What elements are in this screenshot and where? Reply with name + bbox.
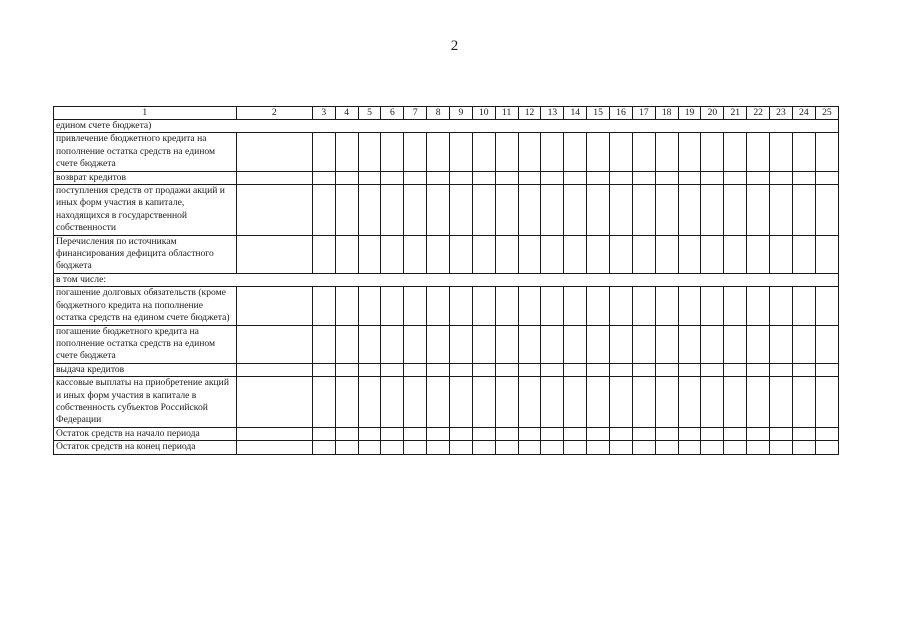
column-header: 1 <box>54 107 237 120</box>
table-cell <box>587 377 610 428</box>
table-cell <box>236 363 312 376</box>
table-cell <box>655 325 678 363</box>
table-cell <box>312 235 335 273</box>
table-cell <box>655 427 678 440</box>
table-cell <box>815 325 838 363</box>
table-cell <box>450 287 473 325</box>
table-row <box>54 133 839 171</box>
table-cell <box>564 287 587 325</box>
table-cell <box>815 427 838 440</box>
table-cell <box>358 133 381 171</box>
column-header: 10 <box>472 107 495 120</box>
table-row <box>54 325 839 363</box>
table-cell <box>724 235 747 273</box>
table-row <box>54 273 839 286</box>
table-cell <box>381 287 404 325</box>
table-cell <box>541 441 564 454</box>
table-cell <box>815 235 838 273</box>
table-cell <box>358 377 381 428</box>
table-cell <box>610 325 633 363</box>
table-cell <box>358 325 381 363</box>
table-cell <box>236 185 312 236</box>
table-cell <box>610 185 633 236</box>
table-row <box>54 363 839 376</box>
table-cell <box>678 377 701 428</box>
column-header: 20 <box>701 107 724 120</box>
table-row <box>54 287 839 325</box>
table-cell <box>724 363 747 376</box>
table-cell <box>541 325 564 363</box>
column-header: 23 <box>770 107 793 120</box>
table-cell <box>792 377 815 428</box>
table-cell <box>587 171 610 184</box>
table-cell <box>472 363 495 376</box>
table-cell <box>450 441 473 454</box>
table-cell <box>335 441 358 454</box>
table-cell <box>518 427 541 440</box>
table-cell <box>335 427 358 440</box>
table-cell <box>564 377 587 428</box>
table-cell <box>770 133 793 171</box>
table-cell <box>312 133 335 171</box>
table-cell <box>427 287 450 325</box>
table-cell <box>701 427 724 440</box>
table-cell <box>564 133 587 171</box>
table-cell <box>770 377 793 428</box>
column-header: 2 <box>236 107 312 120</box>
table-cell <box>472 171 495 184</box>
table-cell <box>815 377 838 428</box>
table-cell <box>632 287 655 325</box>
row-label: выдача кредитов <box>54 363 237 376</box>
table-cell <box>472 133 495 171</box>
table-row <box>54 120 839 133</box>
table-cell <box>518 185 541 236</box>
column-header: 11 <box>495 107 518 120</box>
table-cell <box>587 363 610 376</box>
table-cell <box>358 363 381 376</box>
table-cell <box>792 287 815 325</box>
table-cell <box>701 133 724 171</box>
table-cell <box>236 133 312 171</box>
table-cell <box>610 287 633 325</box>
table-cell <box>381 325 404 363</box>
table-cell <box>610 363 633 376</box>
table-cell <box>678 235 701 273</box>
table-cell <box>427 235 450 273</box>
table-cell <box>632 377 655 428</box>
table-cell <box>381 377 404 428</box>
table-cell <box>335 235 358 273</box>
table-cell <box>381 363 404 376</box>
table-cell <box>747 325 770 363</box>
table-cell <box>312 185 335 236</box>
table-cell <box>724 377 747 428</box>
table-cell <box>236 287 312 325</box>
table-cell <box>655 287 678 325</box>
table-cell <box>335 325 358 363</box>
table-cell <box>541 133 564 171</box>
column-header: 16 <box>610 107 633 120</box>
table-cell <box>792 171 815 184</box>
table-cell <box>610 427 633 440</box>
table-cell <box>427 441 450 454</box>
row-label: Остаток средств на конец периода <box>54 441 237 454</box>
table-cell <box>632 185 655 236</box>
table-cell <box>358 287 381 325</box>
table-cell <box>236 325 312 363</box>
table-cell <box>747 171 770 184</box>
table-cell <box>427 377 450 428</box>
table-row <box>54 171 839 184</box>
row-label: едином счете бюджета) <box>54 120 839 133</box>
table-row <box>54 441 839 454</box>
table-cell <box>587 287 610 325</box>
column-header: 22 <box>747 107 770 120</box>
table-cell <box>632 133 655 171</box>
table-cell <box>587 325 610 363</box>
table-cell <box>678 185 701 236</box>
table-cell <box>792 363 815 376</box>
table-cell <box>381 235 404 273</box>
table-cell <box>701 287 724 325</box>
column-header: 5 <box>358 107 381 120</box>
row-label: поступления средств от продажи акций и иных форм участия в капитале, находящихся в государственной собственности <box>54 185 237 236</box>
table-cell <box>610 441 633 454</box>
table-cell <box>450 377 473 428</box>
table-cell <box>404 377 427 428</box>
table-cell <box>312 363 335 376</box>
column-header: 24 <box>792 107 815 120</box>
table-cell <box>312 377 335 428</box>
table-cell <box>610 235 633 273</box>
row-label: в том числе: <box>54 273 839 286</box>
row-label: привлечение бюджетного кредита на пополнение остатка средств на едином счете бюджета <box>54 133 237 171</box>
column-header: 4 <box>335 107 358 120</box>
table-cell <box>632 441 655 454</box>
table-cell <box>236 377 312 428</box>
table-cell <box>770 325 793 363</box>
table-cell <box>724 287 747 325</box>
row-label: погашение бюджетного кредита на пополнение остатка средств на едином счете бюджета <box>54 325 237 363</box>
table-cell <box>495 171 518 184</box>
table-cell <box>541 427 564 440</box>
table-cell <box>815 133 838 171</box>
table-cell <box>358 441 381 454</box>
table-cell <box>358 171 381 184</box>
table-cell <box>632 325 655 363</box>
table-cell <box>655 441 678 454</box>
table-cell <box>358 427 381 440</box>
table-cell <box>236 427 312 440</box>
table-cell <box>335 185 358 236</box>
table-cell <box>495 427 518 440</box>
table-cell <box>815 363 838 376</box>
table-cell <box>236 441 312 454</box>
column-header: 8 <box>427 107 450 120</box>
table-cell <box>770 427 793 440</box>
table-cell <box>472 287 495 325</box>
table-cell <box>472 185 495 236</box>
column-header: 25 <box>815 107 838 120</box>
table-cell <box>678 363 701 376</box>
table-cell <box>518 363 541 376</box>
table-cell <box>495 363 518 376</box>
table-cell <box>655 185 678 236</box>
table-cell <box>701 363 724 376</box>
table-cell <box>404 287 427 325</box>
table-cell <box>335 363 358 376</box>
column-header: 14 <box>564 107 587 120</box>
table-cell <box>747 185 770 236</box>
table-cell <box>564 441 587 454</box>
table-cell <box>678 325 701 363</box>
table-row <box>54 427 839 440</box>
column-header: 3 <box>312 107 335 120</box>
row-label: кассовые выплаты на приобретение акций и иных форм участия в капитале в собственность субъектов Российской Федерации <box>54 377 237 428</box>
table-cell <box>701 441 724 454</box>
column-header: 6 <box>381 107 404 120</box>
table-cell <box>747 441 770 454</box>
table-cell <box>792 133 815 171</box>
table-cell <box>701 185 724 236</box>
table-cell <box>770 287 793 325</box>
table-cell <box>381 441 404 454</box>
table-cell <box>495 133 518 171</box>
table-cell <box>655 171 678 184</box>
table-cell <box>404 185 427 236</box>
table-cell <box>587 133 610 171</box>
page-number: 2 <box>450 38 459 54</box>
table-cell <box>724 185 747 236</box>
table-cell <box>472 441 495 454</box>
table-cell <box>564 427 587 440</box>
table-cell <box>632 363 655 376</box>
table-cell <box>587 441 610 454</box>
table-cell <box>495 287 518 325</box>
table-cell <box>655 363 678 376</box>
table-cell <box>335 377 358 428</box>
table-cell <box>495 325 518 363</box>
table-cell <box>678 441 701 454</box>
table-cell <box>701 171 724 184</box>
column-header: 13 <box>541 107 564 120</box>
table-cell <box>518 325 541 363</box>
table-cell <box>541 287 564 325</box>
row-label: погашение долговых обязательств (кроме бюджетного кредита на пополнение остатка средств на едином счете бюджета) <box>54 287 237 325</box>
table-cell <box>472 427 495 440</box>
table-cell <box>236 235 312 273</box>
table-cell <box>724 171 747 184</box>
table-cell <box>678 133 701 171</box>
table-cell <box>815 441 838 454</box>
table-cell <box>678 171 701 184</box>
table-cell <box>770 363 793 376</box>
table-cell <box>518 441 541 454</box>
table-cell <box>518 377 541 428</box>
table-cell <box>655 377 678 428</box>
table-cell <box>335 287 358 325</box>
table-cell <box>427 427 450 440</box>
table-cell <box>381 185 404 236</box>
table-cell <box>381 427 404 440</box>
table-cell <box>541 171 564 184</box>
table-cell <box>815 185 838 236</box>
column-header: 9 <box>450 107 473 120</box>
table-cell <box>404 427 427 440</box>
table-cell <box>541 185 564 236</box>
table-cell <box>792 235 815 273</box>
table-cell <box>495 441 518 454</box>
table-cell <box>724 133 747 171</box>
column-header: 15 <box>587 107 610 120</box>
table-cell <box>587 235 610 273</box>
table-cell <box>747 363 770 376</box>
column-header: 7 <box>404 107 427 120</box>
table-cell <box>747 133 770 171</box>
table-cell <box>701 325 724 363</box>
header-row <box>54 107 839 120</box>
table-cell <box>792 325 815 363</box>
table-cell <box>450 133 473 171</box>
table-cell <box>564 185 587 236</box>
table-cell <box>564 235 587 273</box>
table-cell <box>518 287 541 325</box>
table-cell <box>701 377 724 428</box>
table-cell <box>815 171 838 184</box>
table-cell <box>701 235 724 273</box>
column-header: 17 <box>632 107 655 120</box>
table-row <box>54 185 839 236</box>
table-cell <box>724 427 747 440</box>
budget-table <box>53 106 839 455</box>
table-cell <box>450 363 473 376</box>
table-cell <box>792 185 815 236</box>
table-cell <box>404 363 427 376</box>
column-header: 19 <box>678 107 701 120</box>
table-cell <box>450 235 473 273</box>
table-cell <box>518 133 541 171</box>
table-cell <box>747 377 770 428</box>
table-cell <box>312 171 335 184</box>
table-cell <box>450 427 473 440</box>
table-cell <box>792 427 815 440</box>
table-cell <box>632 235 655 273</box>
table-cell <box>381 133 404 171</box>
table-cell <box>404 441 427 454</box>
column-header: 21 <box>724 107 747 120</box>
table-cell <box>427 185 450 236</box>
table-cell <box>610 377 633 428</box>
table-cell <box>450 325 473 363</box>
table-cell <box>724 325 747 363</box>
table-cell <box>404 235 427 273</box>
table-row <box>54 235 839 273</box>
table-cell <box>518 235 541 273</box>
table-cell <box>312 325 335 363</box>
table-cell <box>587 185 610 236</box>
table-cell <box>610 133 633 171</box>
table-cell <box>495 235 518 273</box>
table-cell <box>564 363 587 376</box>
table-cell <box>541 235 564 273</box>
table-cell <box>495 377 518 428</box>
table-cell <box>335 171 358 184</box>
table-cell <box>770 171 793 184</box>
table-cell <box>404 325 427 363</box>
table-cell <box>358 235 381 273</box>
table-cell <box>770 441 793 454</box>
row-label: Остаток средств на начало периода <box>54 427 237 440</box>
table-cell <box>518 171 541 184</box>
row-label: возврат кредитов <box>54 171 237 184</box>
table-cell <box>632 427 655 440</box>
table-cell <box>747 427 770 440</box>
table-cell <box>564 325 587 363</box>
table-cell <box>312 427 335 440</box>
table-cell <box>792 441 815 454</box>
table-cell <box>587 427 610 440</box>
table-cell <box>404 171 427 184</box>
table-cell <box>381 171 404 184</box>
table-cell <box>404 133 427 171</box>
table-row <box>54 377 839 428</box>
table-cell <box>655 235 678 273</box>
table-cell <box>427 133 450 171</box>
table-cell <box>678 287 701 325</box>
column-header: 12 <box>518 107 541 120</box>
table-cell <box>541 363 564 376</box>
table-cell <box>450 171 473 184</box>
table-cell <box>236 171 312 184</box>
table-cell <box>312 287 335 325</box>
table-cell <box>495 185 518 236</box>
table-cell <box>747 287 770 325</box>
table-cell <box>541 377 564 428</box>
table-cell <box>472 325 495 363</box>
table-cell <box>427 325 450 363</box>
table-cell <box>678 427 701 440</box>
table-cell <box>358 185 381 236</box>
table-cell <box>472 377 495 428</box>
table-cell <box>724 441 747 454</box>
table-cell <box>632 171 655 184</box>
table-cell <box>815 287 838 325</box>
table-cell <box>472 235 495 273</box>
table-cell <box>747 235 770 273</box>
table-cell <box>427 363 450 376</box>
row-label: Перечисления по источникам финансирования дефицита областного бюджета <box>54 235 237 273</box>
table-cell <box>335 133 358 171</box>
table-cell <box>427 171 450 184</box>
column-header: 18 <box>655 107 678 120</box>
table-cell <box>312 441 335 454</box>
table-cell <box>564 171 587 184</box>
table-cell <box>770 235 793 273</box>
table-cell <box>610 171 633 184</box>
table-cell <box>770 185 793 236</box>
table-cell <box>655 133 678 171</box>
table-cell <box>450 185 473 236</box>
